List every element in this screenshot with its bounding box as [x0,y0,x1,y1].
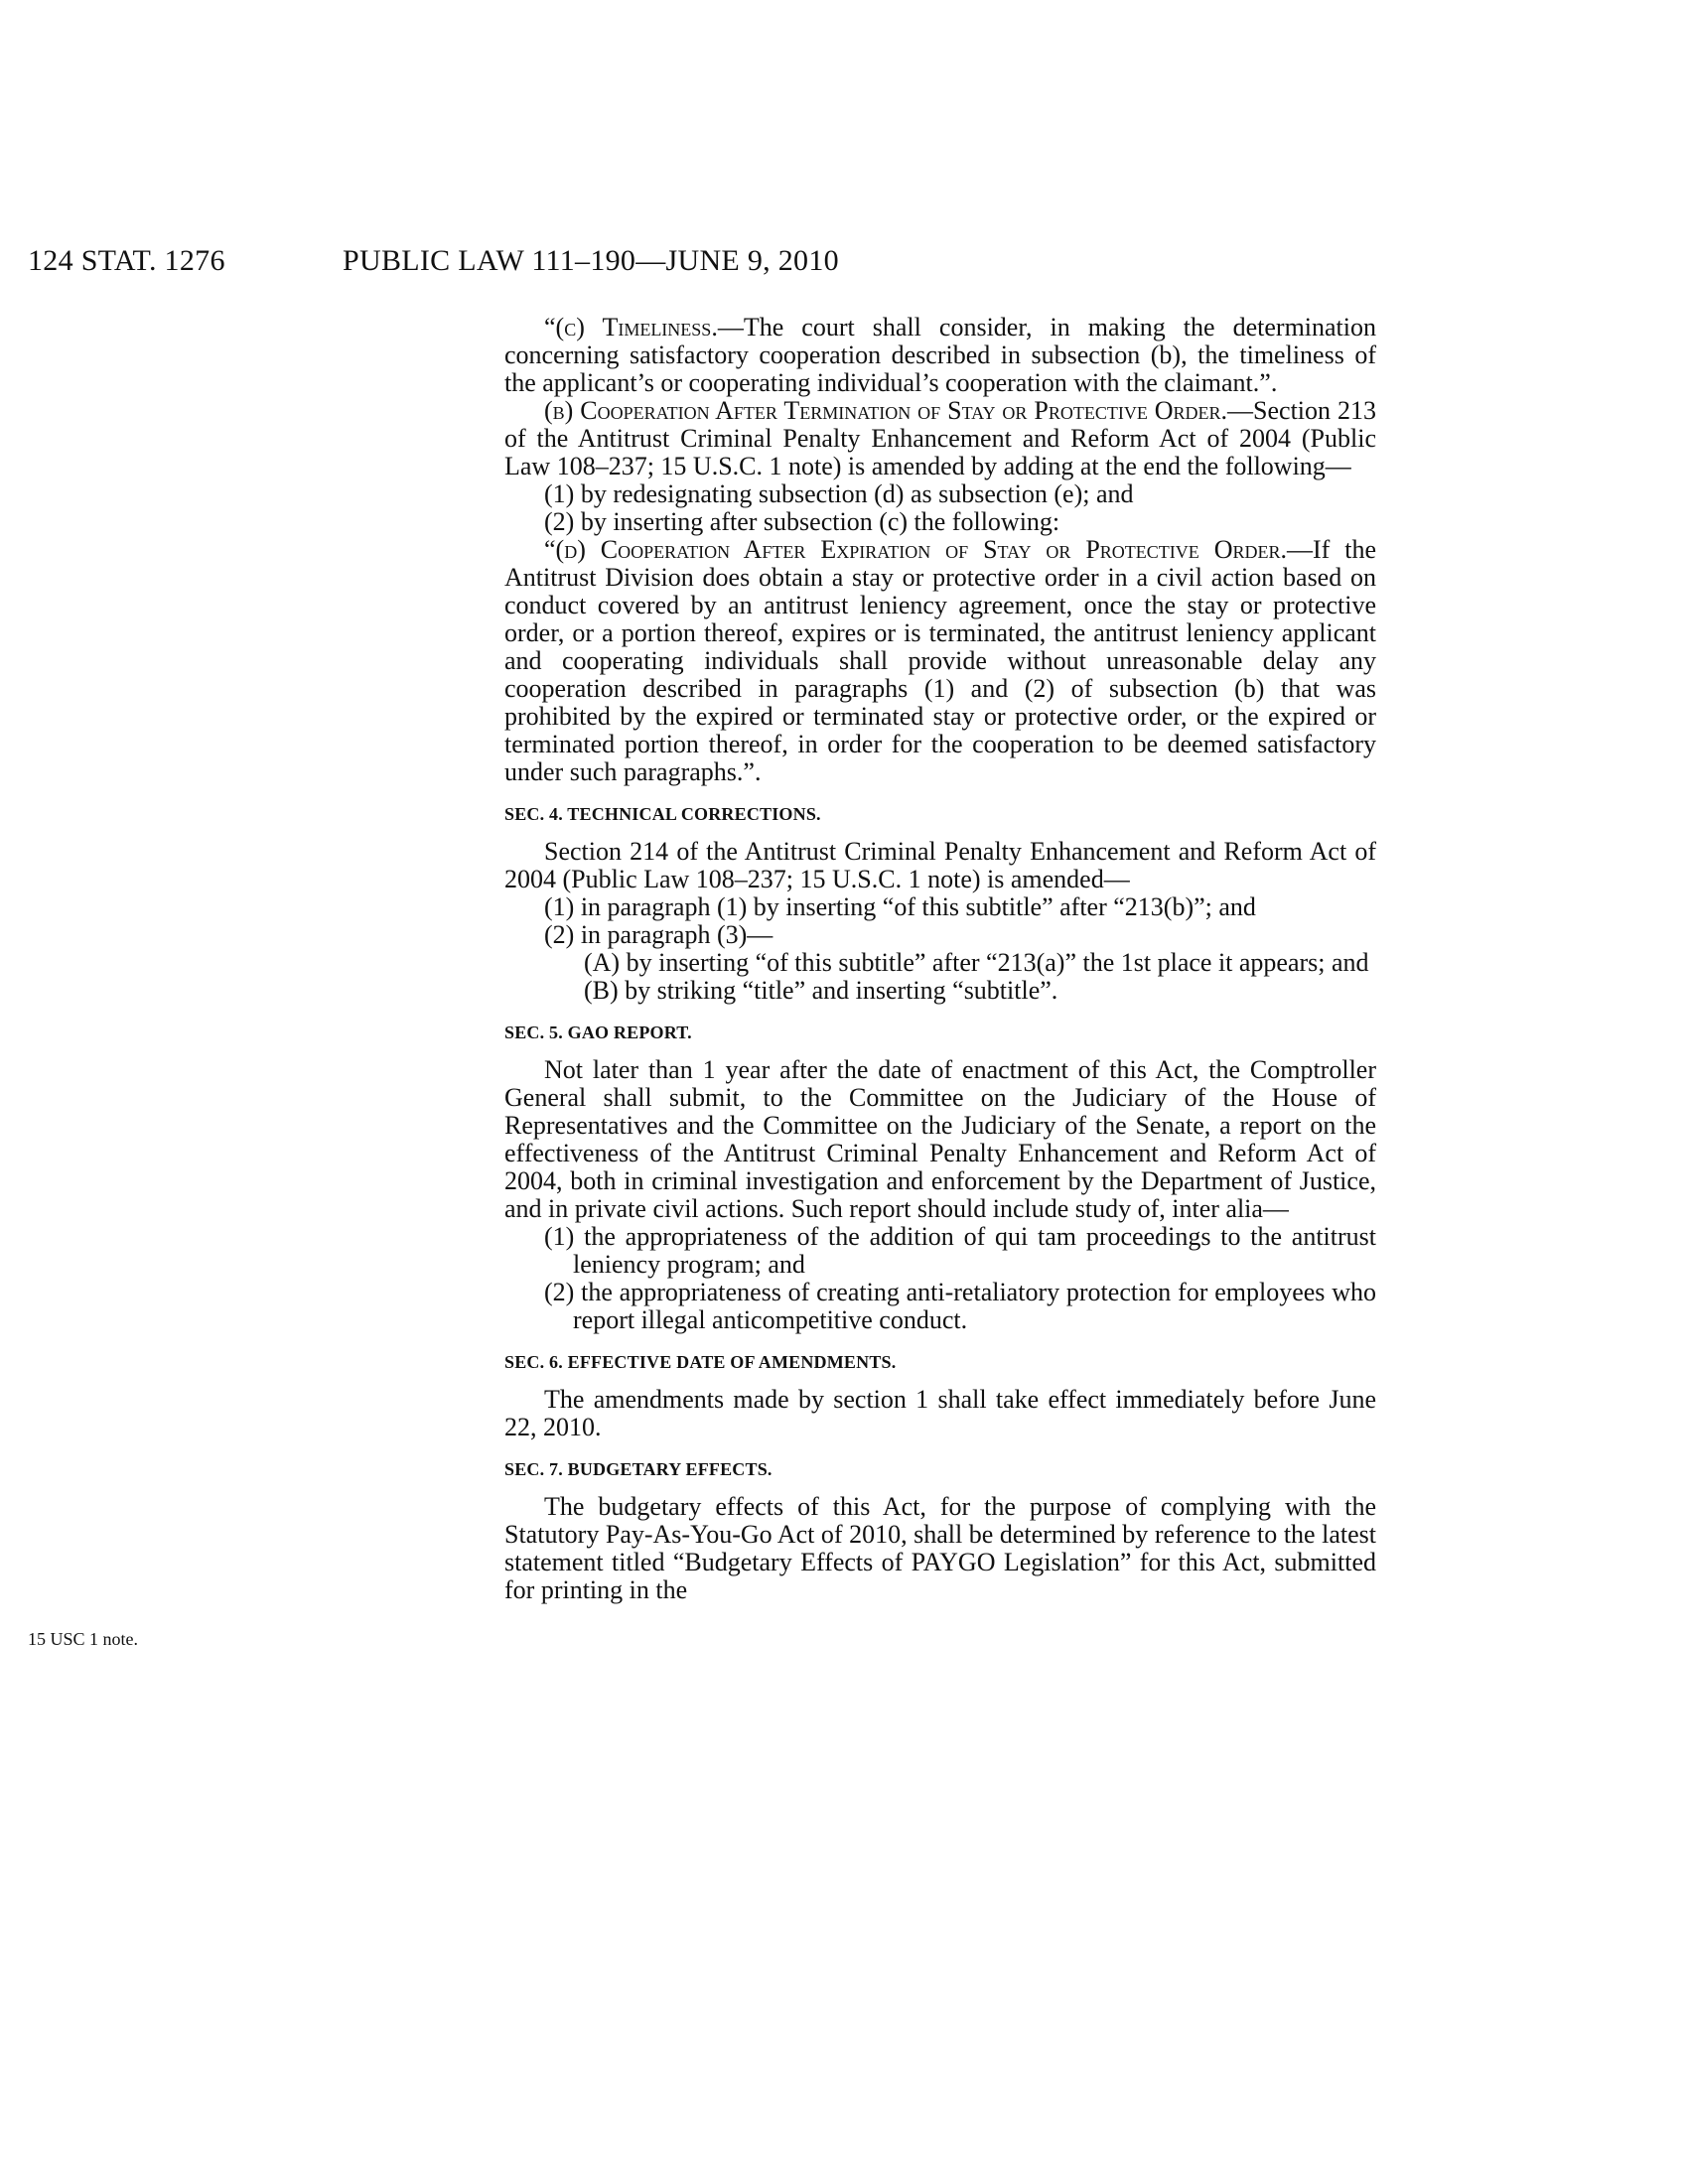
subsection-c-heading: “(c) Timeliness. [544,313,718,341]
sec4-item-1: (1) in paragraph (1) by inserting “of this subtitle” after “213(b)”; and [544,892,1256,921]
margin-note: 15 USC 1 note. [28,1629,139,1649]
subsection-b-heading: (b) Cooperation After Termination of Stay or Protective Order. [544,396,1228,425]
sec7-heading: SEC. 7. BUDGETARY EFFECTS. [504,1459,773,1479]
public-law-title: PUBLIC LAW 111–190—JUNE 9, 2010 [343,244,839,277]
document-body [504,314,1376,1604]
statute-page-number: 124 STAT. 1276 [28,244,225,277]
subsection-d-text: —If the Antitrust Division does obtain a stay or protective order in a civil action based on conduct covered by an antitrust leniency agreement, once the stay or protective order, or a portion thereof, expires or is terminated, the antitrust leniency applicant and cooperating individuals shall provide without unreasonable delay any cooperation described in paragraphs (1) and (2) of subsection (b) that was prohibited by the expired or terminated stay or protective order, or the expired or terminated portion thereof, in order for the cooperation to be deemed satisfactory under such paragraphs.”. [504,535,1376,786]
subsection-d-heading: “(d) Cooperation After Expiration of Stay or Protective Order. [544,535,1287,564]
sec4-text: Section 214 of the Antitrust Criminal Penalty Enhancement and Reform Act of 2004 (Public Law 108–237; 15 U.S.C. 1 note) is amended— [504,837,1376,893]
sec5-item-2: (2) the appropriateness of creating anti-retaliatory protection for employees who report illegal anticompetitive conduct. [544,1278,1376,1334]
sec6-text: The amendments made by section 1 shall take effect immediately before June 22, 2010. [504,1385,1376,1441]
subsection-b-item-1: (1) by redesignating subsection (d) as subsection (e); and [544,479,1134,508]
sec5-item-1: (1) the appropriateness of the addition of qui tam proceedings to the antitrust leniency program; and [544,1222,1376,1279]
subsection-d [504,536,1376,786]
subsection-c-text: —The court shall consider, in making the determination concerning satisfactory cooperation described in subsection (b), the timeliness of the applicant’s or cooperating individual’s cooperation with the claimant.”. [504,313,1377,397]
sec7-text: The budgetary effects of this Act, for the purpose of complying with the Statutory Pay-As-You-Go Act of 2010, shall be determined by reference to the latest statement titled “Budgetary Effects of PAYGO Legislation” for this Act, submitted for printing in the [504,1492,1376,1604]
subsection-b-text: —Section 213 of the Antitrust Criminal Penalty Enhancement and Reform Act of 2004 (Public Law 108–237; 15 U.S.C. 1 note) is amended by adding at the end the following— [504,396,1376,480]
sec5-text: Not later than 1 year after the date of enactment of this Act, the Comptroller General shall submit, to the Committee on the Judiciary of the House of Representatives and the Committee on the Judiciary of the Senate, a report on the effectiveness of the Antitrust Criminal Penalty Enhancement and Reform Act of 2004, both in criminal investigation and enforcement by the Department of Justice, and in private civil actions. Such report should include study of, inter alia— [504,1055,1376,1223]
subsection-b [504,397,1376,480]
page-header [28,244,1319,284]
sec5-heading: SEC. 5. GAO REPORT. [504,1023,692,1042]
sec4-item-b: (B) by striking “title” and inserting “subtitle”. [584,976,1058,1005]
sec4-item-2: (2) in paragraph (3)— [544,920,774,949]
sec4-item-a: (A) by inserting “of this subtitle” after “213(a)” the 1st place it appears; and [584,948,1369,977]
sec4-heading: SEC. 4. TECHNICAL CORRECTIONS. [504,804,821,824]
subsection-c [504,314,1376,397]
subsection-b-item-2: (2) by inserting after subsection (c) the following: [544,507,1060,536]
sec6-heading: SEC. 6. EFFECTIVE DATE OF AMENDMENTS. [504,1352,897,1372]
